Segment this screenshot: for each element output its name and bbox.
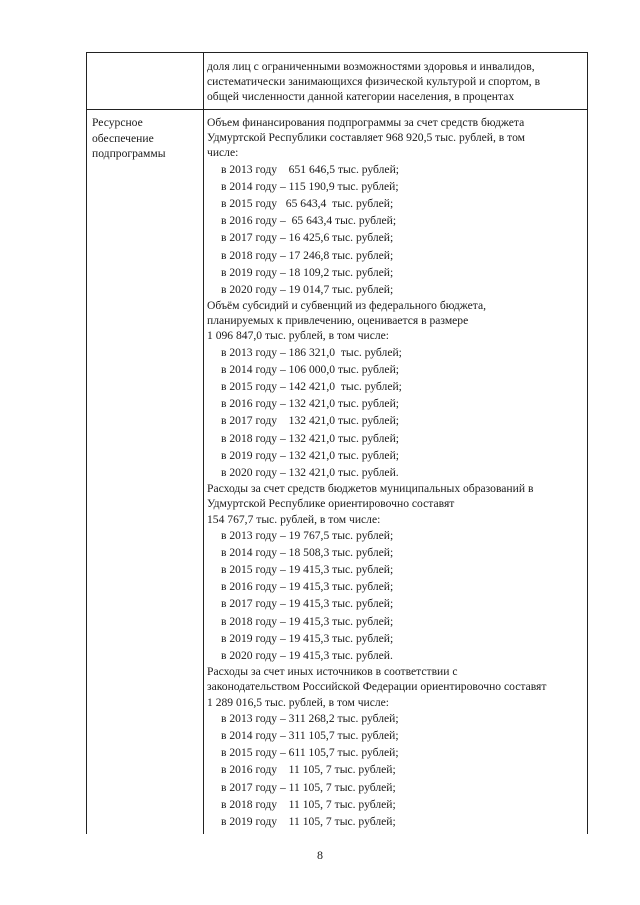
- block-intro-line: 1 096 847,0 тыс. рублей, в том числе:: [207, 329, 390, 343]
- budget-block: [207, 115, 585, 298]
- other-sources-block: [207, 664, 585, 830]
- year-amount-item: в 2015 году – 19 415,3 тыс. рублей;: [221, 563, 394, 577]
- block-intro-line: числе:: [207, 146, 239, 160]
- year-amount-item: в 2020 году – 19 415,3 тыс. рублей.: [221, 649, 393, 662]
- year-amount-item: в 2018 году – 19 415,3 тыс. рублей;: [221, 614, 394, 628]
- year-amount-item: в 2020 году – 19 014,7 тыс. рублей;: [221, 282, 394, 296]
- year-amount-item: в 2016 году – 19 415,3 тыс. рублей;: [221, 580, 394, 594]
- block-intro-line: 1 289 016,5 тыс. рублей, в том числе:: [207, 695, 390, 709]
- block-intro-line: Объём субсидий и субвенций из федерального бюджета,: [207, 299, 486, 313]
- passport-table: [86, 52, 588, 834]
- year-amount-item: в 2014 году – 106 000,0 тыс. рублей;: [221, 362, 400, 376]
- resource-row-label: [92, 115, 200, 162]
- year-amount-item: в 2017 году 132 421,0 тыс. рублей;: [221, 414, 400, 428]
- year-amount-item: в 2019 году – 132 421,0 тыс. рублей;: [221, 448, 400, 462]
- resource-row-content: [207, 115, 585, 830]
- block-intro-line: законодательством Российской Федерации ориентировочно составят: [207, 680, 547, 694]
- block-intro-line: Удмуртской Республики составляет 968 920,5 тыс. рублей, в том: [207, 131, 525, 145]
- year-amount-item: в 2014 году – 115 190,9 тыс. рублей;: [221, 179, 399, 193]
- year-amount-item: в 2018 году – 17 246,8 тыс. рублей;: [221, 248, 394, 262]
- year-amount-item: в 2019 году – 18 109,2 тыс. рублей;: [221, 265, 394, 279]
- federal-block: [207, 298, 585, 481]
- year-amount-item: в 2013 году 651 646,5 тыс. рублей;: [221, 162, 400, 176]
- year-amount-item: в 2016 году – 132 421,0 тыс. рублей;: [221, 397, 400, 411]
- year-amount-item: в 2015 году 65 643,4 тыс. рублей;: [221, 196, 394, 210]
- block-intro-line: 154 767,7 тыс. рублей, в том числе:: [207, 512, 381, 526]
- year-amount-item: в 2018 году – 132 421,0 тыс. рублей;: [221, 431, 400, 445]
- year-amount-item: в 2019 году 11 105, 7 тыс. рублей;: [221, 814, 396, 828]
- year-amount-item: в 2016 году 11 105, 7 тыс. рублей;: [221, 763, 396, 777]
- year-amount-item: в 2014 году – 18 508,3 тыс. рублей;: [221, 545, 394, 559]
- year-amount-item: в 2017 году – 16 425,6 тыс. рублей;: [221, 231, 394, 245]
- label-line: Ресурсное: [92, 116, 143, 129]
- year-amount-item: в 2016 году – 65 643,4 тыс. рублей;: [221, 214, 397, 228]
- year-amount-item: в 2015 году – 611 105,7 тыс. рублей;: [221, 746, 399, 760]
- municipal-block: [207, 481, 585, 664]
- row-divider: [87, 109, 587, 110]
- top-row-line: доля лиц с ограниченными возможностями здоровья и инвалидов,: [207, 60, 535, 73]
- page-number: 8: [317, 848, 323, 862]
- top-row-line: систематически занимающихся физической культурой и спортом, в: [207, 75, 541, 89]
- year-amount-item: в 2013 году – 311 268,2 тыс. рублей;: [221, 711, 399, 725]
- year-amount-item: в 2015 году – 142 421,0 тыс. рублей;: [221, 380, 402, 393]
- year-amount-item: в 2013 году – 186 321,0 тыс. рублей;: [221, 345, 402, 359]
- year-amount-item: в 2019 году – 19 415,3 тыс. рублей;: [221, 631, 394, 645]
- block-intro-line: планируемых к привлечению, оценивается в размере: [207, 314, 469, 328]
- year-amount-item: в 2018 году 11 105, 7 тыс. рублей;: [221, 797, 396, 811]
- block-intro-line: Удмуртской Республике ориентировочно составят: [207, 497, 455, 511]
- block-intro-line: Объем финансирования подпрограммы за счет средств бюджета: [207, 116, 525, 129]
- block-intro-line: Расходы за счет иных источников в соответствии с: [207, 665, 458, 679]
- column-divider: [203, 53, 204, 834]
- year-amount-item: в 2013 году – 19 767,5 тыс. рублей;: [221, 528, 394, 542]
- top-row-line: общей численности данной категории населения, в процентах: [207, 90, 515, 104]
- year-amount-item: в 2020 году – 132 421,0 тыс. рублей.: [221, 465, 399, 479]
- label-line: обеспечение: [92, 131, 154, 145]
- year-amount-item: в 2014 году – 311 105,7 тыс. рублей;: [221, 728, 399, 742]
- label-line: подпрограммы: [92, 147, 166, 160]
- year-amount-item: в 2017 году – 19 415,3 тыс. рублей;: [221, 597, 394, 611]
- block-intro-line: Расходы за счет средств бюджетов муниципальных образований в: [207, 482, 534, 496]
- year-amount-item: в 2017 году – 11 105, 7 тыс. рублей;: [221, 780, 396, 794]
- top-row-text: [207, 59, 585, 105]
